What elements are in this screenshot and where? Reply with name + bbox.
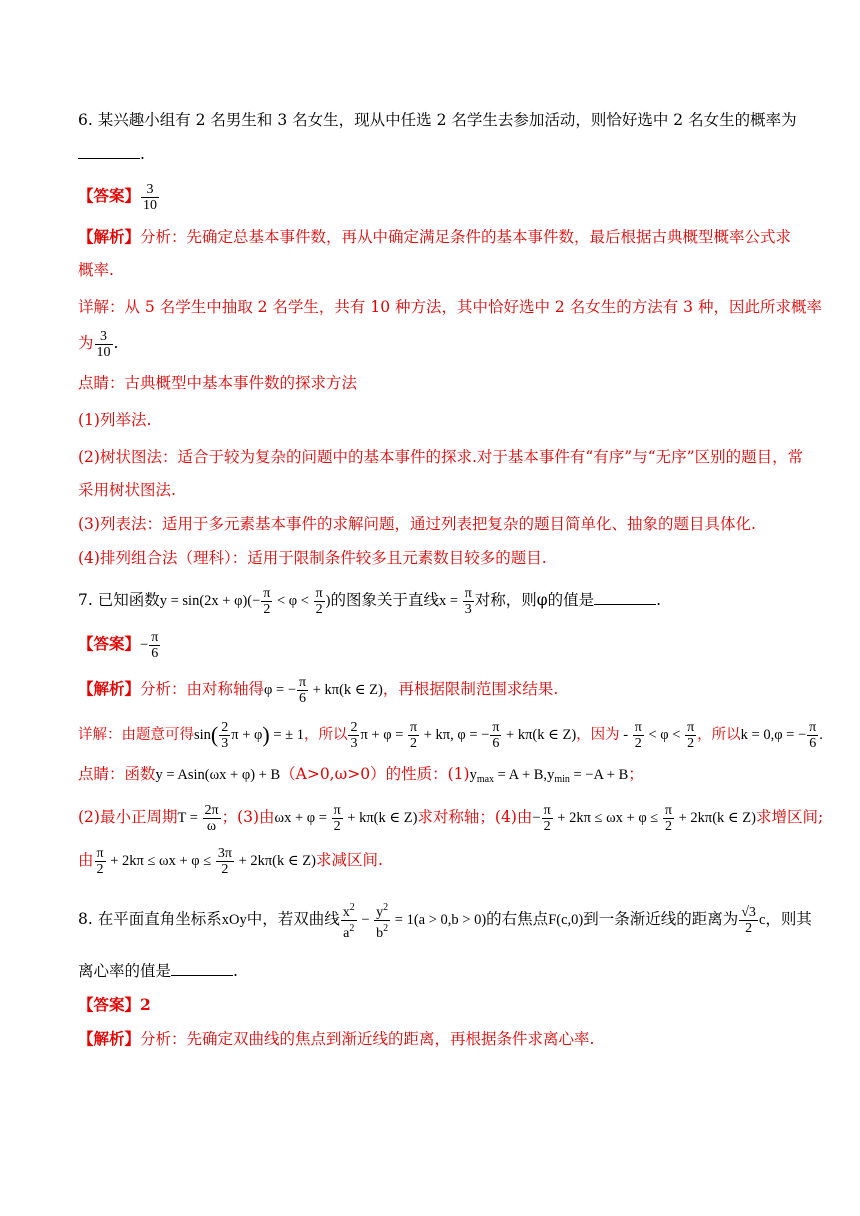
q6-detail: 详解：从 5 名学生中抽取 2 名学生，共有 10 种方法，其中恰好选中 2 名女生的方法有 3 种，因此所求概率 [78,298,822,316]
q7-property-line2: 由 $\frac{\pi}{2}$ + 2kπ ≤ ωx + φ ≤ $\frac{3\pi}{2}$ + 2kπ(k ∈ Z)求减区间. [78,845,383,877]
q6-stem: 6. 某兴趣小组有 2 名男生和 3 名女生，现从中任选 2 名学生去参加活动，则恰好选中 2 名女生的概率为 [78,111,797,129]
q7-stem: 7. 已知函数y = sin(2x + φ)(− $\frac{\pi}{2}$ < φ < $\frac{\pi}{2}$ )的图象关于直线x = $\frac{\pi}{3}$ 对称，则φ的值是 . [78,585,662,617]
q7-detail: 详解：由题意可得sin( $\frac{2}{3}$ π + φ) = ± 1，所以 $\frac{2}{3}$ π + φ = $\frac{\pi}{2}$ + kπ, φ = − $\frac{\pi}{6}$ + kπ(k ∈ Z)，因为 - $\frac{\pi}{2}$ < φ < $\frac{\pi}{2}$ ，所以k = 0,φ = − $\frac{\pi}{6}$ . [78,719,823,751]
q8-stem: 8. 在平面直角坐标系xOy中，若双曲线 $\frac{x^2}{a^2}$ − $\frac{y^2}{b^2}$ = 1(a > 0,b > 0)的右焦点F(c,0)到一条渐近线的距离为 $\frac{√3}{2}$ c，则其 [78,901,812,941]
q7-answer: 【答案】− $\frac{\pi}{6}$ [78,629,159,661]
answer-label: 【答案】 [78,186,141,205]
q6-method-4: (4)排列组合法（理科）：适用于限制条件较多且元素数目较多的题目. [78,549,547,567]
q6-method-1: (1)列举法. [78,411,152,429]
answer-fraction: $\frac{3}{10}$ [143,181,158,213]
q6-method-2-line2: 采用树状图法. [78,481,176,499]
q8-answer: 【答案】2 [78,995,151,1014]
q8-analysis: 【解析】分析：先确定双曲线的焦点到渐近线的距离，再根据条件求离心率. [78,1029,595,1048]
q6-analysis: 【解析】分析：先确定总基本事件数，再从中确定满足条件的基本事件数，最后根据古典概型概率公式求 [78,227,792,246]
q7-analysis: 【解析】分析：由对称轴得φ = − $\frac{\pi}{6}$ + kπ(k ∈ Z)，再根据限制范围求结果. [78,674,559,706]
q6-detail-line2: 为 $\frac{3}{10}$ . [78,328,119,360]
answer-blank [171,961,233,976]
q6-stem-line2: . [78,143,786,165]
q7-comment: 点睛：函数y = Asin(ωx + φ) + B（A>0,ω>0）的性质：$(1)y_{max} = A + B,y_{min} = -A + B$； [78,765,644,785]
q8-stem-line2: 离心率的值是 . [78,962,238,980]
answer-blank [78,144,140,159]
q6-comment-title: 点睛：古典概型中基本事件数的探求方法 [78,374,358,392]
q7-property-line: (2)最小正周期T = $\frac{2\pi}{\omega}$ ；(3)由ωx + φ = $\frac{\pi}{2}$ + kπ(k ∈ Z)求对称轴；(4)由− $\frac{\pi}{2}$ + 2kπ ≤ ωx + φ ≤ $\frac{\pi}{2}$ + 2kπ(k ∈ Z)求增区间; [78,802,824,834]
q6-answer [78,176,786,216]
q6-method-3: (3)列表法：适用于多元素基本事件的求解问题，通过列表把复杂的题目简单化、抽象的题目具体化. [78,515,756,533]
q6-analysis-line2: 概率. [78,261,114,279]
q6-method-2: (2)树状图法：适合于较为复杂的问题中的基本事件的探求.对于基本事件有“有序”与“无序”区别的题目，常 [78,448,804,466]
answer-blank [594,590,656,605]
